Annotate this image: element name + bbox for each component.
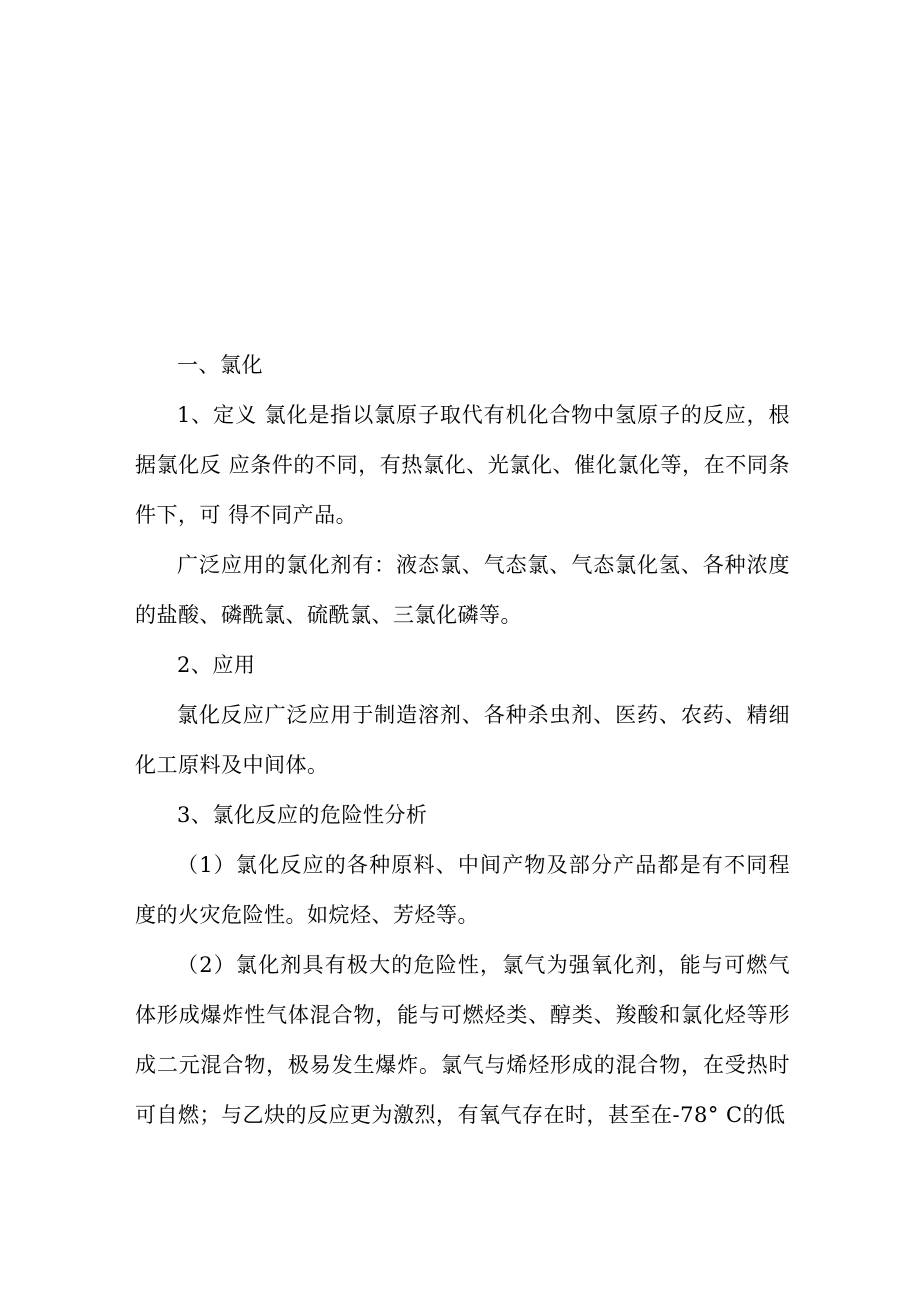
- paragraph-hazard-2: （2）氯化剂具有极大的危险性，氯气为强氧化剂，能与可燃气体形成爆炸性气体混合物，能与可燃烃类、醇类、羧酸和氯化烃等形成二元混合物，极易发生爆炸。氯气与烯烃形成的混合物，在受热时可自燃；与乙炔的反应更为激烈，有氧气存在时，甚至在-78° C的低: [135, 953, 790, 1127]
- subheading-hazard-analysis: 3、氯化反应的危险性分析: [177, 803, 428, 827]
- document-body: [135, 340, 790, 1140]
- paragraph-definition: 1、定义 氯化是指以氯原子取代有机化合物中氢原子的反应，根据氯化反 应条件的不同，有热氯化、光氯化、催化氯化等，在不同条件下，可 得不同产品。: [135, 403, 790, 527]
- paragraph-hazard-1: （1）氯化反应的各种原料、中间产物及部分产品都是有不同程度的火灾危险性。如烷烃、芳烃等。: [135, 853, 790, 927]
- paragraph-chlorinating-agents: 广泛应用的氯化剂有：液态氯、气态氯、气态氯化氢、各种浓度的盐酸、磷酰氯、硫酰氯、三氯化磷等。: [135, 553, 790, 627]
- subheading-application: 2、应用: [177, 653, 256, 677]
- paragraph-application: 氯化反应广泛应用于制造溶剂、各种杀虫剂、医药、农药、精细化工原料及中间体。: [135, 703, 790, 777]
- section-heading: 一、氯化: [177, 353, 263, 377]
